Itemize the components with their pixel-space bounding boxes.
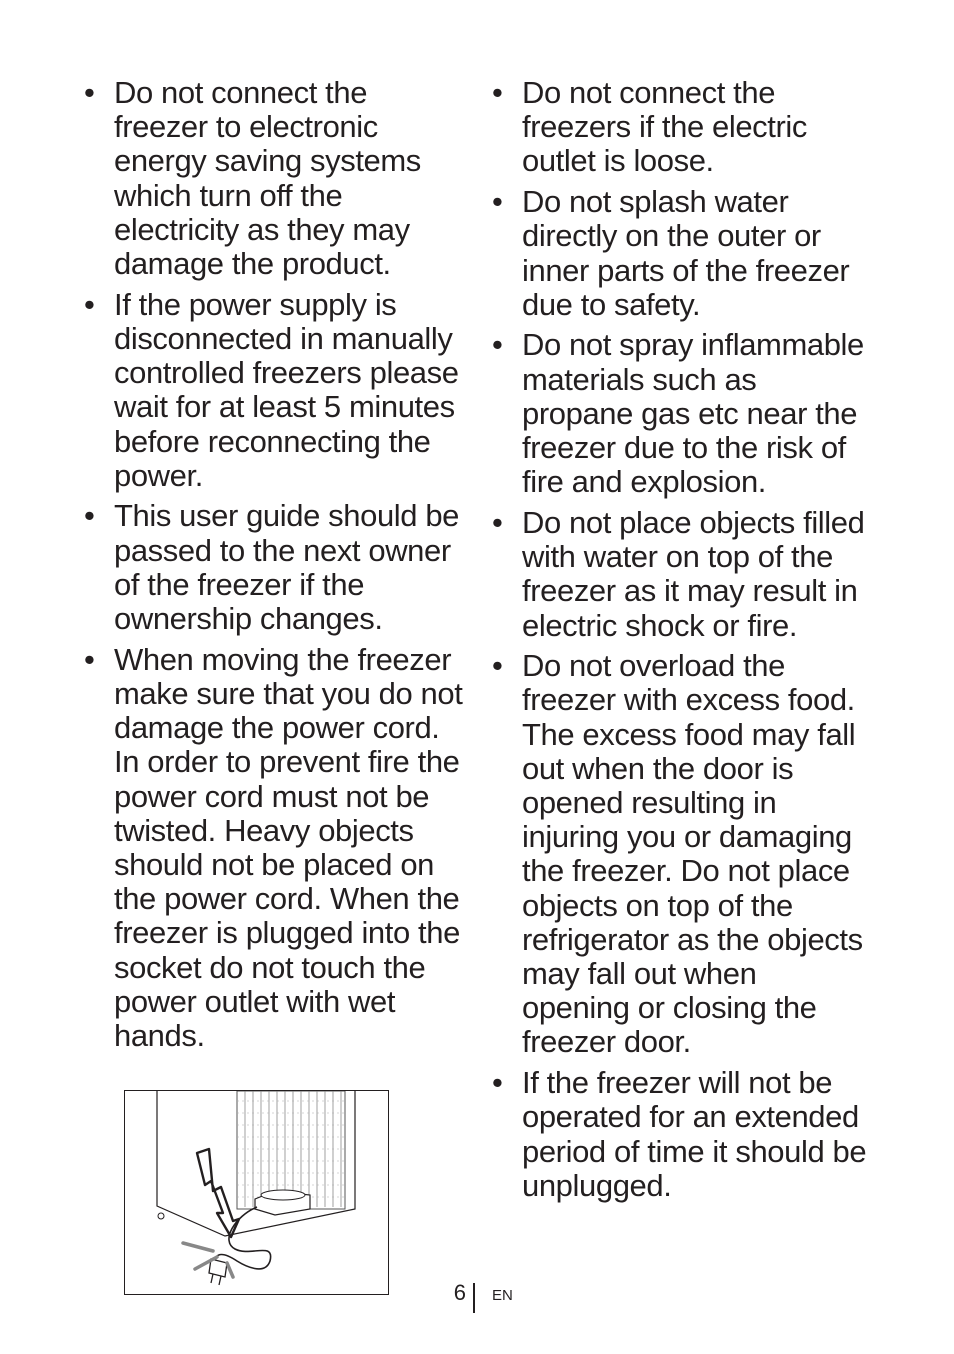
page-number: 6 xyxy=(453,1280,466,1305)
list-item-text: This user guide should be passed to the next owner of the freezer if the ownership changes. xyxy=(114,498,460,637)
bullet-icon: • xyxy=(84,75,95,110)
list-item-text: Do not connect the freezers if the electric outlet is loose. xyxy=(522,75,808,179)
list-item xyxy=(492,328,872,499)
list-item-text: Do not overload the freezer with excess food. The excess food may fall out when the door is opened resulting in injuring you or damaging the freezer. Do not place objects on top of the refrigerator as the objects may fall out when opening or closing the freezer door. xyxy=(522,648,863,1060)
list-item-text: Do not place objects filled with water on top of the freezer as it may result in electric shock or fire. xyxy=(522,504,865,643)
list-item xyxy=(84,499,464,636)
bullet-icon: • xyxy=(492,1065,503,1101)
left-column xyxy=(84,76,464,1060)
bullet-icon: • xyxy=(492,504,503,540)
bullet-icon: • xyxy=(492,184,503,220)
list-item xyxy=(84,288,464,493)
bullet-icon: • xyxy=(84,286,95,322)
list-item xyxy=(84,643,464,1053)
list-item xyxy=(492,506,872,643)
bullet-icon: • xyxy=(492,75,503,110)
language-code: EN xyxy=(492,1287,513,1304)
bullet-icon: • xyxy=(84,498,95,534)
right-bullet-list xyxy=(492,76,872,1203)
list-item-text: If the freezer will not be operated for an extended period of time it should be unplugged. xyxy=(522,1065,867,1203)
list-item-text: Do not spray inflammable materials such as propane gas etc near the freezer due to the risk of fire and explosion. xyxy=(522,327,864,500)
list-item xyxy=(492,649,872,1059)
list-item-text: Do not connect the freezer to electronic energy saving systems which turn off the electricity as they may damage the product. xyxy=(114,75,421,282)
list-item xyxy=(492,185,872,322)
freezer-illustration-icon xyxy=(125,1091,388,1294)
bullet-icon: • xyxy=(84,641,95,677)
footer-divider xyxy=(473,1283,475,1313)
freezer-power-cord-illustration xyxy=(124,1090,389,1295)
bullet-icon: • xyxy=(492,327,503,363)
list-item xyxy=(492,1066,872,1203)
list-item-text: If the power supply is disconnected in manually controlled freezers please wait for at least 5 minutes before reconnecting the power. xyxy=(114,286,459,493)
list-item-text: When moving the freezer make sure that you do not damage the power cord. In order to prevent fire the power cord must not be twisted. Heavy objects should not be placed on the power cord. When the freezer is plugged into the socket do not touch the power outlet with wet hands. xyxy=(114,641,463,1053)
right-column xyxy=(492,76,872,1210)
list-item xyxy=(492,76,872,179)
list-item-text: Do not splash water directly on the outer or inner parts of the freezer due to safety. xyxy=(522,184,850,322)
bullet-icon: • xyxy=(492,648,503,684)
list-item xyxy=(84,76,464,281)
left-bullet-list xyxy=(84,76,464,1053)
